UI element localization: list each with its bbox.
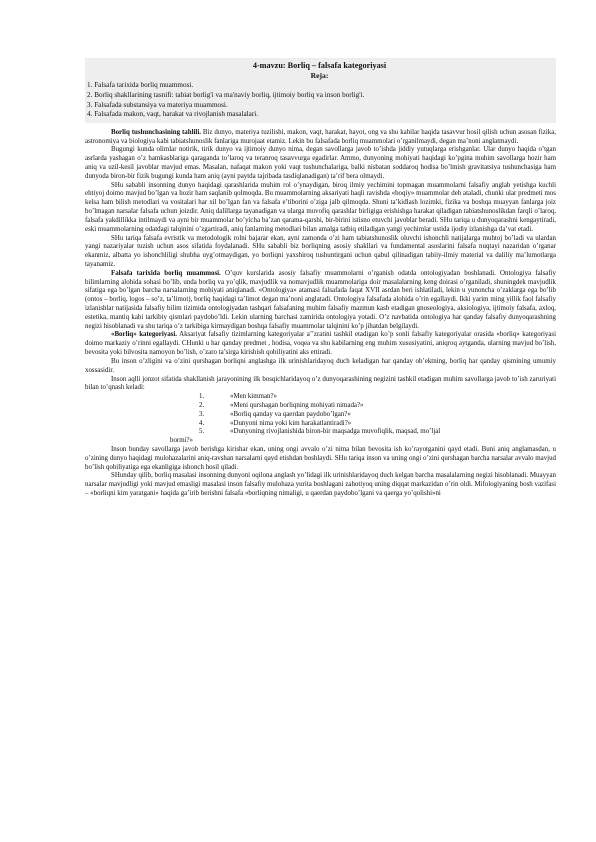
section-heading: «Borliq» kategoriyasi. [111, 331, 177, 339]
topic-header [85, 58, 556, 123]
plan-item: 4. Falsafada makon, vaqt, harakat va rivojlanish masalalari. [87, 110, 259, 119]
plan-label: Reja: [310, 71, 329, 81]
list-number: 4. [199, 419, 205, 427]
list-text: «Men kimman?» [230, 393, 277, 401]
paragraph: Inson aqlli jonzot sifatida shakllanish jarayonining ilk bosqichlaridayoq o’z dunyoqarashining negizini tashkil etadigan muhim savollarga javob to’ish zaruriyati bilan to’qnash keladi: [85, 375, 556, 392]
page-title: 4-mavzu: Borliq – falsafa kategoriyasi [252, 61, 387, 70]
paragraph: Bugungi kunda olimlar notirik, tirik dunyo va ijtimoiy dunyo nima, degan savollarga javob to’ishda jiddiy yutuqlarga erishganlar. Ular dunyo haqida o’tgan asrlarda yashagan o’z hamkasblariga qaraganda to’laroq va teranroq tasavvurga egadirlar. Ammo, dunyoning mohiyati haqidagi ko’pgina muhim savollarga hozir ham aniq va uzil-kesil javoblar mavjud emas. Masalan, nafaqat makon yoki vaqt tushunchalariga, balki nisbatan soddaroq hodisa bo’lmish gravitatsiya tushunchasiga ham dunyoda biron-bir fizik bugungi kunda ham aniq (ayni paytda tajribada tasdiqlanadigan) ta’rif bera olmaydi. [85, 146, 556, 180]
list-text: «Borliq qanday va qaerdan paydobo’lgan?» [230, 410, 351, 418]
section-heading: Falsafa tarixida borliq muammosi. [111, 269, 221, 277]
list-number: 2. [199, 401, 205, 409]
document-body [85, 129, 556, 499]
section-heading: Borliq tushunchasining tahlili. [111, 128, 201, 136]
paragraph-text: O’quv kurslarida asosiy falsafiy muammolarni o’rganish odatda ontologiyadan boshlanadi. Ontologiya falsafiy bilimlarning alohida sohasi bo’lib, unda borliq va yo’qlik, mavjudlik va nomavjudlik muammolariga doir masalalarning keng doirasi o’rganiladi, shuningdek mavjudlik sifatiga ega bo’lgan barcha narsalarning mohiyati aniqlanadi. «Ontologiya» atamasi falsafada faqat XVII asrdan beri ishlatiladi, lekin u yunoncha o’zaklarga ega bo’lib (ontos – borliq, logos – so’z, ta’limot), borliq haqidagi ta’limot degan ma’noni anglatadi. Ontologiya falsafada alohida o’rin egallaydi. Ikki yarim ming yillik faol falsafiy izlanishlar natijasida falsafiy bilim tizimida ontologiyadan tashqari falsafaning muhim falsafiy mazmun kasb etadigan gnoseologiya, aksiologiya, ijtimoiy falsafa, axloq, estetika, mantiq kabi tarkibiy qismlari paydobo’ldi. Lekin ularning barchasi zamirida ontologiya yotadi. O’z navbatida ontologiya har qanday falsafiy dunyoqarashning negizi hisoblanadi va shu tariqa o’z tarkibiga kirmaydigan boshqa falsafiy muammolar talqinini ko’p jihatdan belgilaydi. [85, 269, 556, 330]
plan-item: 2. Borliq shakllarining tasnifi: tabiat borlig'i va ma'naviy borliq, ijtimoiy borliq va inson borlig'i. [87, 91, 365, 99]
plan-item: 3. Falsafada substansiya va materiya muammosi. [87, 100, 228, 109]
paragraph-text: Aksariyat falsafiy tizimlarning kategoriyalar a’’zratini tashkil etadigan ko’p sonli falsafiy kategoriyalar orasida «borliq» kategoriyasi doimo markaziy o’rinni egallaydi. CHunki u har qanday predmet , hodisa, voqea va shu kabilarning eng muhim xususiyatini, aniqroq aytganda, ularning mavjud bo’lish, bevosita yoki bilvosita namoyon bo’lish, o’zaro ta’sirga kirishish qobiliyatini aks ettiradi. [85, 331, 556, 357]
paragraph-text: Biz dunyo, materiya tuzilishi, makon, vaqt, harakat, hayot, ong va shu kabilar haqida tasavvur hosil qilish uchun asosan fizika, astronomiya va biologiya kabi tabiatshunoslik fanlariga murojaat etamiz. Lekin bu falsafada borliq muammolari o’rganilmaydi, degan ma’noni anglatmaydi. [85, 128, 556, 145]
paragraph [85, 331, 556, 357]
plan-item: 1. Falsafa tarixida borliq muammosi. [87, 81, 194, 90]
list-item [85, 428, 556, 446]
list-item [85, 420, 556, 429]
paragraph: SHunday qilib, borliq masalasi insonning dunyoni oqilona anglash yo’lidagi ilk urinishlaridayoq duch kelgan barcha masalalarning negizi hisoblanadi. Muayyan narsalar mavjudligi yoki mavjud emasligi masalasi inson falsafiy mulohaza yurita boshlagani zahotiyoq uning diqqat markazidan o’rin oldi. Mifologiyaning bosh vazifasi – «borliqni kim yaratgani» haqida ga’irib berishni falsafa «borliqning nimaligi, u qaerdan paydobo’lgani va qaerga yo’qolishi»ni [85, 472, 556, 498]
paragraph [85, 270, 556, 332]
list-item [85, 411, 556, 420]
list-text: «Dunyoni nima yoki kim harakatlantiradi?» [230, 419, 352, 427]
question-list [85, 393, 556, 446]
list-number: 5. [199, 428, 205, 436]
list-text-continuation: bormi?» [170, 437, 194, 445]
paragraph: Bu inson o’zligini va o’zini qurshagan borliqni anglashga ilk urinishlaridayoq duch keladigan har qanday ob’ektning, borliq har qanday qismining umumiy xossasidir. [85, 357, 556, 374]
paragraph: SHu tariqa falsafa evristik va metodologik rolni bajarar ekan, ayni zamonda o’zi ham tabiatshunoslik oluvchi ishonchli natijalarga muhtoj bo’ladi va ulardan yangi nazariyalar tuzish uchun asos sifatida foydalanadi. SHu sababli biz borliqning asosiy shakllari va fundamental asoslarini falsafa nuqtayi nazaridan o’rganar ekanmiz, albatta yo ishonchliligi shubha uyg’otmaydigan, yo borliqni yaxshiroq tushuntirgani uchun qabul qilinadigan tabiiy-ilmiy material va daliliy ma’lumotlarga tayanamiz. [85, 234, 556, 268]
list-number: 1. [199, 393, 205, 401]
paragraph: SHu sababli insonning dunyo haqidagi qarashlarida muhim rol o’ynaydigan, biroq ilmiy yechimini topmagan muammolarni falsafiy anglab yetishga kuchli ehtiyoj doimo mavjud bo’lgan va hozir ham saqlanib qolmoqda. Bu muammolarning aksariyati haqli ravishda «boqiy» muammolar deb ataladi, chunki ular predmeti mos kelsa ham bilish metodlari va vositalari har xil bo’lgan fan va falsafa e’tiborini o’ziga jalb qilmoqda. Shuni ta’kidlash lozimki, fizika va boshqa muayyan fanlarga joiz bo’lmagan narsalar falsafa uchun joizdir. Aniq dalillarga tayanadigan va ularga muvofiq qarashlar birligiga erishishga harakat qiladigan tabiatshunoslikdan farqli o’laroq, falsafa yakdillikka intilmaydi va ayni bir muammolar bo’yicha ba’zan qarama-qarshi, bir-birini istisno etuvchi javoblar beradi. SHu tariqa u dunyoqarashni kengaytiradi, eski muammolarning odatdagi talqinini o’zgartiradi, aniq fanlarning metodlari bilan amalga tatbiq etiladigan yangi yechimlar ustida ijodiy izlanishga da’vat etadi. [85, 181, 556, 233]
list-text: «Meni qurshagan borliqning mohiyati nimada?» [230, 401, 364, 409]
list-number: 3. [199, 410, 205, 418]
list-item [85, 393, 556, 402]
list-item [85, 402, 556, 411]
paragraph [85, 129, 556, 147]
paragraph: Inson bunday savollarga javob berishga kirishar ekan, uning ongi avvalo o’zi nima bilan bevosita ish ko’rayotganini qayd etadi. Buni aniq anglamasdan, u o’zining dunyo haqidagi mulohazalarini aniq-ravshan narsalarni qayd etishdan boshlaydi. SHu tariqa inson va uning ongi o’zini qurshagan barcha narsalar avvalo mavjud bo’lish qobiliyatiga ega ekanligiga ishonch hosil qiladi. [85, 446, 556, 471]
list-text: «Dunyoning rivojlanishida biron-bir maqsadga muvofiqlik, maqsad, mo’ljal [230, 428, 441, 436]
